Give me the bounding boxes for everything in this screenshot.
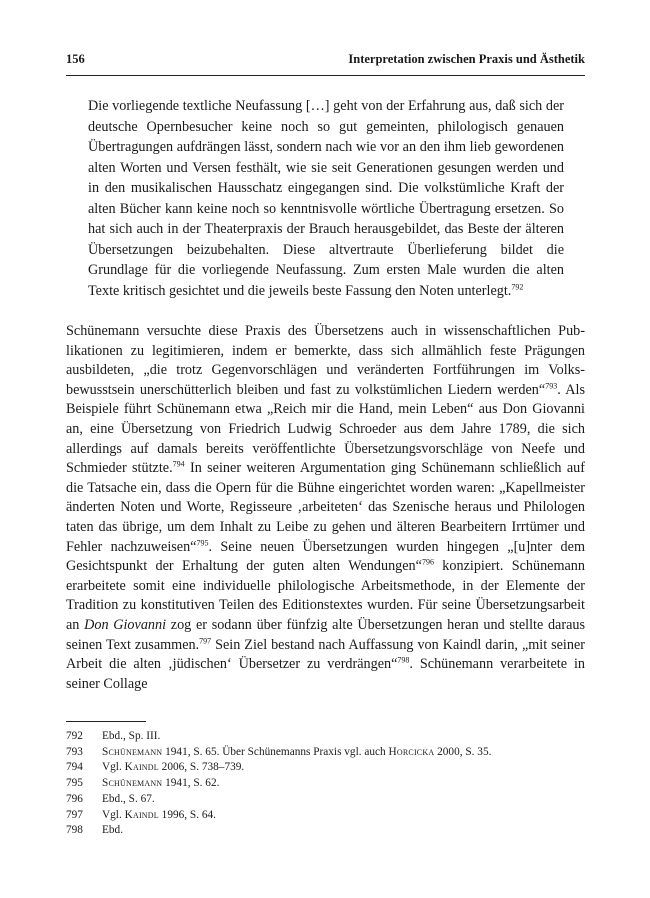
footnote-rule [66,721,146,722]
header-rule [66,75,585,76]
author-name: Schünemann [102,745,163,758]
footnote-number: 797 [66,808,83,821]
footnote-text [102,792,155,808]
footnote-text [102,776,219,792]
footnote-text [102,823,123,839]
footnote [66,823,585,839]
footnote-ref: 795 [196,537,209,547]
body-text-segment: zog er sodann über fünfzig alte Übersetzungen heran und stellte daraus seinen Text zusammen. [66,616,585,653]
footnotes [66,729,585,839]
footnote [66,760,585,776]
body-text-segment: . Schünemann verarbeitete in seiner Collage [66,656,585,692]
footnote-segment: 2000, S. 35. [434,745,492,758]
footnote-segment: 2006, S. 738–739. [158,761,245,774]
body-text-segment: Sein Ziel bestand nach Auffassung von Kaindl darin, „mit seiner Arbeit die alten ‚jüdischen‘ Übersetzer zu verdrängen“ [66,636,585,673]
footnote-segment: 1941, S. 65. Über Schünemanns Praxis vgl. auch [162,745,389,758]
footnote [66,776,585,792]
footnote-segment: Ebd. [102,824,124,837]
footnote-ref: 797 [199,635,212,645]
footnote-number: 796 [66,792,83,805]
footnote-ref: 796 [421,557,434,567]
footnote [66,729,585,745]
footnote-segment: Ebd., Sp. III. [102,730,161,742]
body-text-segment: . Seine neuen Übersetzungen wurden hingegen „[u]nter dem Gesichtspunkt der Erhaltung der guten alten Wendungen“ [66,538,585,575]
quote-text: Die vorliegende textliche Neufassung […] geht von der Erfahrung aus, daß sich der deutsche Opernbesucher keine noch so gut gemeinten, philologisch genauen Übertragungen aufdrängen lässt, sondern nach wie vor an den ihm lieb gewordenen alten Worten und Versen festhält, wie sie seit Generationen gesungen werden und in den musikalischen Hausschatz eingegangen sind. Die volkstümliche Kraft der alten Bücher kann keine noch so kenntnisvolle wörtliche Übertragung ersetzen. So hat sich auch in der Theaterpraxis der Brauch herausgebildet, das Beste der älteren Übersetzungen beizubehalten. Diese altvertraute Überlieferung bildet die Grundlage für die vorliegende Neufassung. Zum ersten Male wurden die alten Texte kritisch gesichtet und die jeweils beste Fassung den Noten unterlegt. [88,98,564,299]
running-header [66,52,585,67]
footnote-text [102,808,216,824]
block-quote [88,96,564,301]
body-text-segment: konzipiert. Schünemann erarbeitete somit eine individuelle philologische Arbeitsmethode, in der Elemente der Tradition zu konstitutiven Teilen des Editionstextes wurden. Für seine Übersetzungsarbeit an [66,558,585,633]
footnote-text [102,760,244,776]
footnote-text [102,729,160,745]
body-text-segment: In seiner weiteren Argumentation ging Schünemann schließlich auf die Tatsache ein, dass die Opern für die Bühne eingerichtet worden waren: „Kapellmeister änderten Noten und Worte, Regisseure ‚arbeiteten‘ das Szenische heraus und Philologen taten das übrige, um dem Inhalt zu Leibe zu gehen und älteren Bearbeitern Irrtümer und Fehler nachzuweisen“ [66,460,585,555]
author-name: Kaindl [124,761,159,774]
footnote-number: 792 [66,730,83,742]
footnote-number: 795 [66,777,83,790]
footnote-segment: 1941, S. 62. [162,777,220,790]
footnote-segment: Vgl. [102,808,125,821]
body-paragraph [66,322,585,694]
footnote-ref: 798 [397,655,410,665]
author-name: Kaindl [124,808,159,821]
footnote-segment: Vgl. [102,761,125,774]
body-text-segment: Schünemann versuchte diese Praxis des Übersetzens auch in wissenschaftlichen Publikationen zu legitimieren, indem er bemerkte, dass sich allmählich feste Prägungen ausbildeten, „die trotz Gegenvorschlägen und veränderten Fortführungen im Volksbewusstsein unerschütterlich bleiben und fast zu volkstümlichen Liedern werden“ [66,323,585,398]
footnote [66,808,585,824]
footnote-ref: 793 [545,381,558,391]
footnote [66,792,585,808]
running-title: Interpretation zwischen Praxis und Ästhetik [348,52,585,66]
work-title: Don Giovanni [84,616,167,633]
footnote-text [102,745,491,761]
footnote [66,745,585,761]
footnote-ref: 792 [511,281,524,291]
footnote-number: 798 [66,824,83,837]
body-text-segment: . Als Beispiele führt Schünemann etwa „Reich mir die Hand, mein Leben“ aus Don Giovanni an, eine Übersetzung von Friedrich Ludwig Schroeder aus dem Jahre 1789, die sich allerdings auf damals bereits veröffentlichte Übersetzungsvorschläge von Neefe und Schmieder stützte. [66,381,585,477]
footnote-segment: Ebd., S. 67. [102,792,155,805]
footnote-ref: 794 [172,459,185,469]
footnote-number: 793 [66,745,83,758]
footnote-segment: 1996, S. 64. [158,808,216,821]
author-name: Schünemann [102,777,163,790]
footnote-number: 794 [66,761,83,774]
author-name: Horcicka [388,745,435,758]
page-number: 156 [66,52,85,66]
